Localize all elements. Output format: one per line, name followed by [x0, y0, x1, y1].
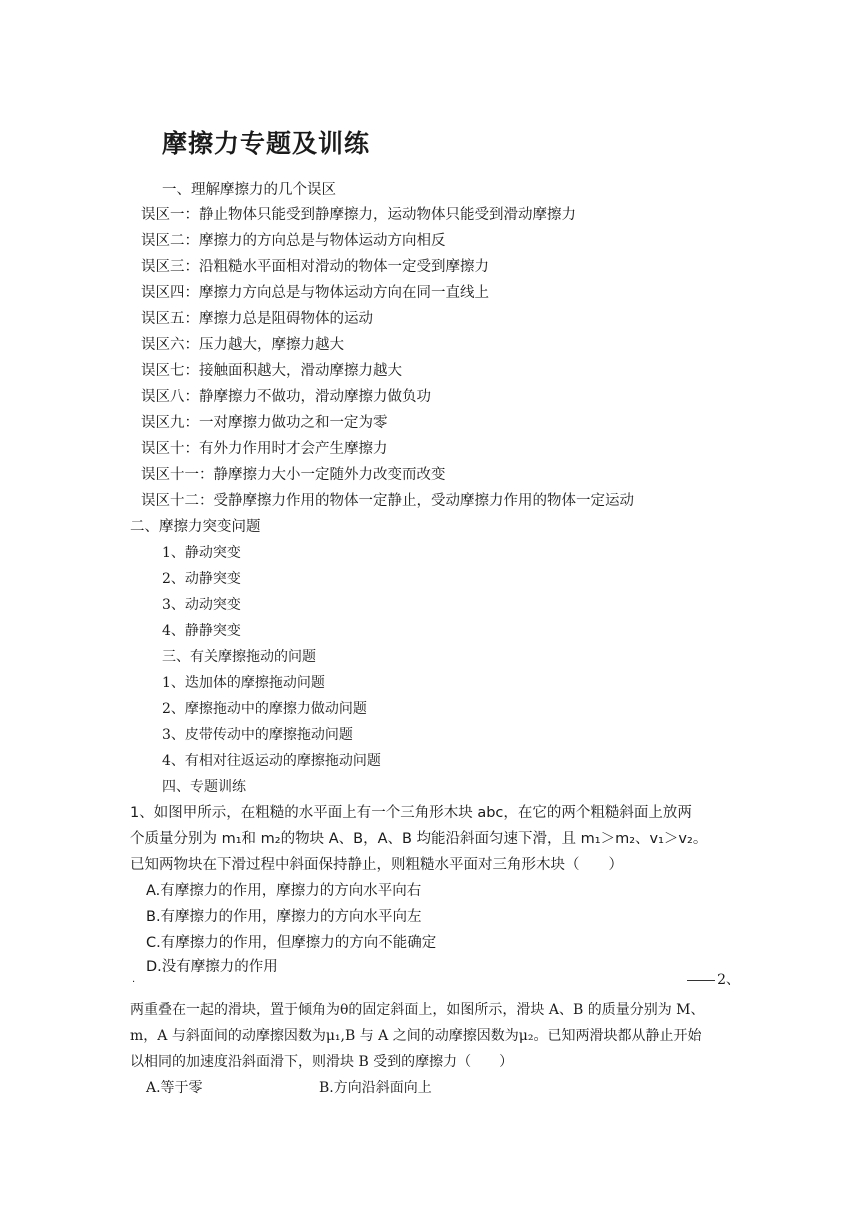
question2-text: 以相同的加速度沿斜面滑下，则滑块 B 受到的摩擦力（ ） — [130, 1054, 514, 1070]
question1-text: 已知两物块在下滑过程中斜面保持静止，则粗糙水平面对三角形木块（ ） — [130, 857, 623, 873]
misconception-item: 误区十二：受静摩擦力作用的物体一定静止，受动摩擦力作用的物体一定运动 — [141, 493, 634, 509]
section3-item: 3、皮带传动中的摩擦拖动问题 — [162, 727, 353, 743]
misconception-item: 误区四：摩擦力方向总是与物体运动方向在同一直线上 — [141, 285, 489, 301]
misconception-item: 误区三：沿粗糙水平面相对滑动的物体一定受到摩擦力 — [141, 259, 489, 275]
section1-heading: 一、理解摩擦力的几个误区 — [162, 182, 336, 198]
section3-item: 1、迭加体的摩擦拖动问题 — [162, 675, 325, 691]
misconception-item: 误区五：摩擦力总是阻碍物体的运动 — [141, 311, 373, 327]
section4-heading: 四、专题训练 — [162, 779, 246, 795]
misconception-item: 误区二：摩擦力的方向总是与物体运动方向相反 — [141, 233, 446, 249]
misconception-item: 误区十一：静摩擦力大小一定随外力改变而改变 — [141, 467, 446, 483]
question1-option: D.没有摩擦力的作用 — [146, 959, 278, 975]
misconception-item: 误区一：静止物体只能受到静摩擦力，运动物体只能受到滑动摩擦力 — [141, 207, 576, 223]
section2-item: 4、静静突变 — [162, 623, 241, 639]
misconception-item: 误区八：静摩擦力不做功，滑动摩擦力做负功 — [141, 389, 431, 405]
question2-text: m，A 与斜面间的动摩擦因数为μ₁,B 与 A 之间的动摩擦因数为μ₂。已知两滑块都从静止开始 — [130, 1028, 702, 1044]
dot-mark: . — [132, 974, 136, 985]
section2-item: 1、静动突变 — [162, 545, 241, 561]
question2-text: 两重叠在一起的滑块，置于倾角为θ的固定斜面上，如图所示，滑块 A、B 的质量分别为 M、 — [130, 1002, 705, 1018]
misconception-item: 误区七：接触面积越大，滑动摩擦力越大 — [141, 363, 402, 379]
section2-heading: 二、摩擦力突变问题 — [130, 519, 261, 535]
question2-option-a: A.等于零 — [146, 1080, 203, 1096]
page-title: 摩擦力专题及训练 — [162, 129, 371, 158]
question1-text: 个质量分别为 m₁和 m₂的物块 A、B，A、B 均能沿斜面匀速下滑，且 m₁＞m₂、v₁＞v₂。 — [130, 831, 708, 847]
section2-item: 2、动静突变 — [162, 571, 241, 587]
question2-option-b: B.方向沿斜面向上 — [319, 1080, 432, 1096]
question2-number-text: 2、 — [717, 972, 740, 988]
question1-option: A.有摩擦力的作用，摩擦力的方向水平向右 — [146, 883, 422, 899]
question2-number — [687, 970, 740, 990]
question1-option: B.有摩擦力的作用，摩擦力的方向水平向左 — [146, 909, 422, 925]
misconception-item: 误区六：压力越大，摩擦力越大 — [141, 337, 344, 353]
section3-item: 2、摩擦拖动中的摩擦力做动问题 — [162, 701, 367, 717]
section3-item: 4、有相对往返运动的摩擦拖动问题 — [162, 753, 381, 769]
misconception-item: 误区十：有外力作用时才会产生摩擦力 — [141, 441, 388, 457]
question1-text: 1、如图甲所示，在粗糙的水平面上有一个三角形木块 abc，在它的两个粗糙斜面上放两 — [130, 805, 692, 821]
section3-heading: 三、有关摩擦拖动的问题 — [162, 649, 316, 665]
number-underline — [687, 980, 715, 981]
question1-option: C.有摩擦力的作用，但摩擦力的方向不能确定 — [146, 935, 437, 951]
section2-item: 3、动动突变 — [162, 597, 241, 613]
misconception-item: 误区九：一对摩擦力做功之和一定为零 — [141, 415, 388, 431]
